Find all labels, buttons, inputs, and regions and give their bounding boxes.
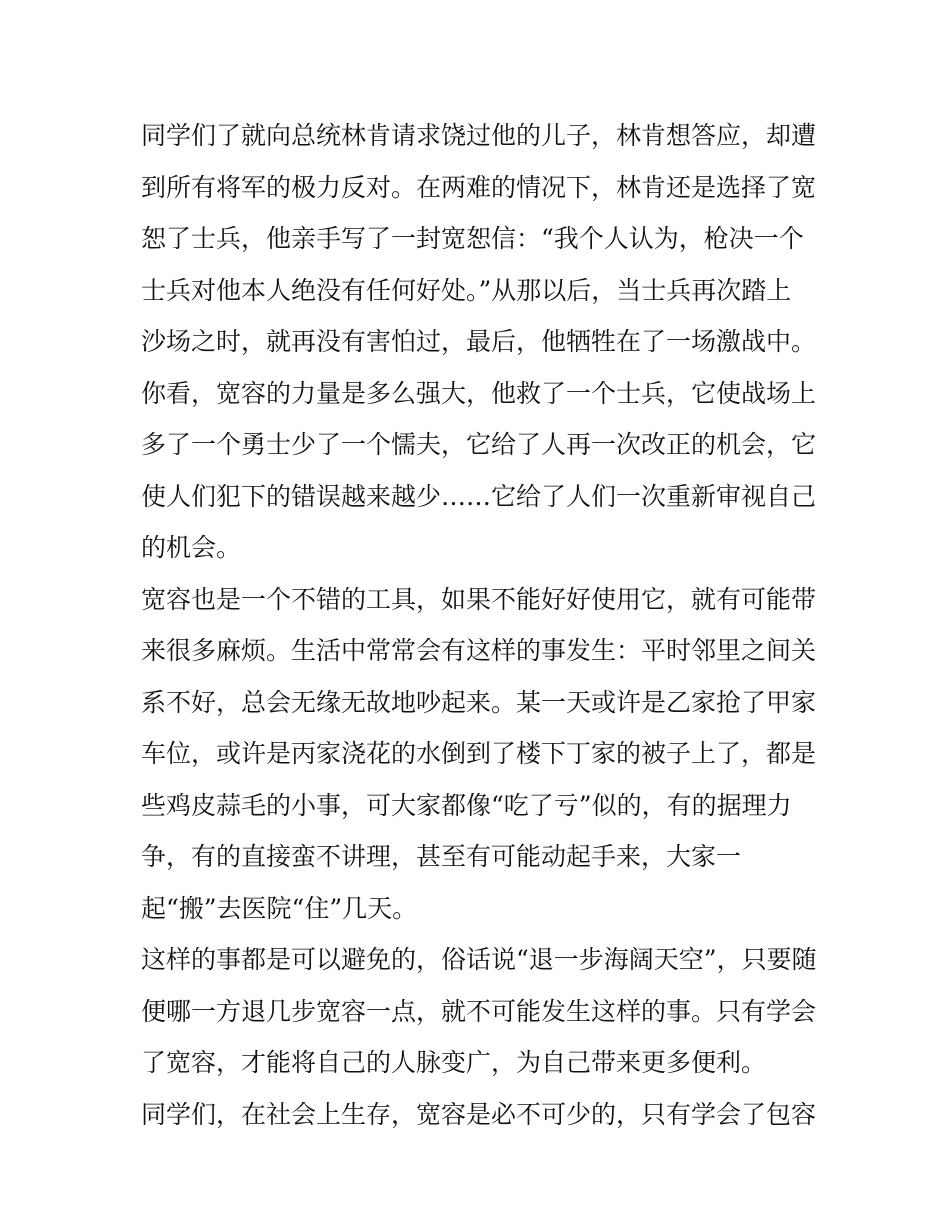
text-line: 到所有将军的极力反对。在两难的情况下，林肯还是选择了宽 <box>141 172 817 202</box>
text-line: 的机会。 <box>141 533 242 562</box>
text-line: 些鸡皮蒜毛的小事，可大家都像“吃了亏”似的，有的据理力 <box>141 790 792 820</box>
text-line: 来很多麻烦。生活中常常会有这样的事发生：平时邻里之间关 <box>141 636 817 665</box>
text-line: 系不好，总会无缘无故地吵起来。某一天或许是乙家抢了甲家 <box>141 687 817 717</box>
text-line: 起“搬”去医院“住”几天。 <box>141 893 418 923</box>
text-line: 同学们，在社会上生存，宽容是必不可少的，只有学会了包容 <box>141 1099 817 1129</box>
text-line: 同学们了就向总统林肯请求饶过他的儿子，林肯想答应，却遭 <box>141 121 817 150</box>
text-line: 车位，或许是丙家浇花的水倒到了楼下丁家的被子上了，都是 <box>141 739 817 768</box>
text-line: 沙场之时，就再没有害怕过，最后，他牺牲在了一场激战中。 <box>141 327 817 356</box>
text-line: 使人们犯下的错误越来越少……它给了人们一次重新审视自己 <box>141 481 817 511</box>
text-line: 多了一个勇士少了一个懦夫，它给了人再一次改正的机会，它 <box>141 430 817 459</box>
text-line: 恕了士兵，他亲手写了一封宽恕信：“我个人认为，枪决一个 <box>141 224 804 253</box>
text-line: 便哪一方退几步宽容一点，就不可能发生这样的事。只有学会 <box>141 996 817 1026</box>
text-line: 宽容也是一个不错的工具，如果不能好好使用它，就有可能带 <box>141 584 817 614</box>
text-line: 这样的事都是可以避免的，俗话说“退一步海阔天空”，只要随 <box>141 945 817 974</box>
text-line: 了宽容，才能将自己的人脉变广，为自己带来更多便利。 <box>141 1048 767 1077</box>
text-line: 争，有的直接蛮不讲理，甚至有可能动起手来，大家一 <box>141 842 742 871</box>
text-line: 士兵对他本人绝没有任何好处。”从那以后，当士兵再次踏上 <box>141 275 792 305</box>
text-line: 你看，宽容的力量是多么强大，他救了一个士兵，它使战场上 <box>141 378 817 408</box>
body-text <box>141 110 821 1140</box>
